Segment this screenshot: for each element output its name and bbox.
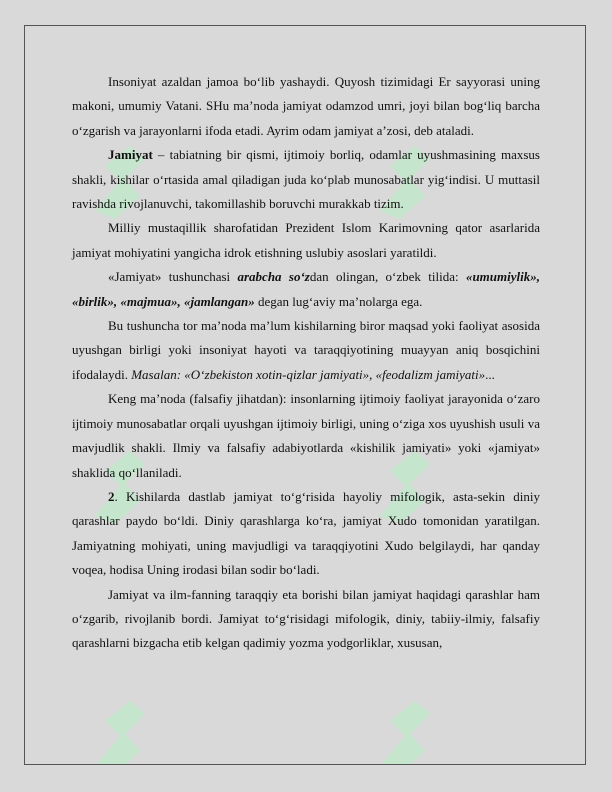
- emphasis-meanings: «umumiylik», «birlik», «majmua», «jamlangan»: [72, 269, 540, 309]
- paragraph-5-text-a: Bu tushuncha tor ma’noda ma’lum kishilarning biror maqsad yoki faoliyat asosida uyushgan birligi yoki insoniyat hayoti va taraqqiyotining muayyan aniq bosqichini ifodalaydi.: [72, 318, 540, 382]
- term-jamiyat: Jamiyat: [108, 147, 153, 163]
- document-page: [24, 25, 586, 765]
- paragraph-2: [72, 143, 540, 216]
- emphasis-arabcha: arabcha so‘z: [237, 269, 310, 285]
- document-body: [72, 70, 540, 656]
- paragraph-7: [72, 485, 540, 583]
- paragraph-3: Milliy mustaqillik sharofatidan Prezident Islom Karimovning qator asarlarida jamiyat mohiyatini yangicha idrok etishning uslubiy asoslari yaratildi.: [72, 220, 540, 260]
- paragraph-2-text: – tabiatning bir qismi, ijtimoiy borliq, odamlar uyushmasining maxsus shakli, kishilar o‘rtasida amal qiladigan juda ko‘plab munosabatlar yig‘indisi. U muttasil ravishda rivojlanuvchi, takomillashib boruvchi murakkab tizim.: [72, 147, 540, 212]
- paragraph-1: Insoniyat azaldan jamoa bo‘lib yashaydi. Quyosh tizimidagi Er sayyorasi uning makoni, umumiy Vatani. SHu ma’noda jamiyat odamzod umri, joyi bilan bog‘liq barcha o‘zgarish va jarayonlarni ifoda etadi. Ayrim odam jamiyat a’zosi, deb ataladi.: [72, 74, 540, 138]
- paragraph-4-text-c: dan olingan, o‘zbek tilida:: [309, 269, 466, 285]
- section-number: 2: [108, 488, 115, 504]
- paragraph-6: Keng ma’noda (falsafiy jihatdan): insonlarning ijtimoiy faoliyat jarayonida o‘zaro ijtimoiy munosabatlar orqali uyushgan ijtimoiy birligi, uning o‘ziga xos uyushish usuli va mavjudlik shakli. Ilmiy va falsafiy adabiyotlarda «kishilik jamiyati» yoki «jamiyat» shaklida qo‘llaniladi.: [72, 391, 540, 480]
- paragraph-7-text: . Kishilarda dastlab jamiyat to‘g‘risida hayoliy mifologik, asta-sekin diniy qarashlar paydo bo‘ldi. Diniy qarashlarga ko‘ra, jamiyat Xudo tomonidan yaratilgan. Jamiyatning mohiyati, uning mavjudligi va taraqqiyotini Xudo belgilaydi, har qanday voqea, hodisa Uning irodasi bilan sodir bo‘ladi.: [72, 488, 540, 578]
- paragraph-8: Jamiyat va ilm-fanning taraqqiy eta borishi bilan jamiyat haqidagi qarashlar ham o‘zgarib, rivojlanib bordi. Jamiyat to‘g‘risidagi mifologik, diniy, tabiiy-ilmiy, falsafiy qarashlarni bizgacha etib kelgan qadimiy yozma yodgorliklar, xususan,: [72, 586, 540, 651]
- example-italic: Masalan: «O‘zbekiston xotin-qizlar jamiyati», «feodalizm jamiyati»: [131, 366, 486, 382]
- watermark-logo-icon: [370, 696, 440, 765]
- paragraph-4: [72, 265, 540, 314]
- watermark-logo-icon: [85, 696, 155, 765]
- paragraph-4-text-a: «Jamiyat» tushunchasi: [108, 269, 238, 285]
- paragraph-4-text-e: degan lug‘aviy ma’nolarga ega.: [254, 293, 423, 309]
- paragraph-5-text-c: ...: [485, 366, 495, 382]
- paragraph-5: [72, 314, 540, 387]
